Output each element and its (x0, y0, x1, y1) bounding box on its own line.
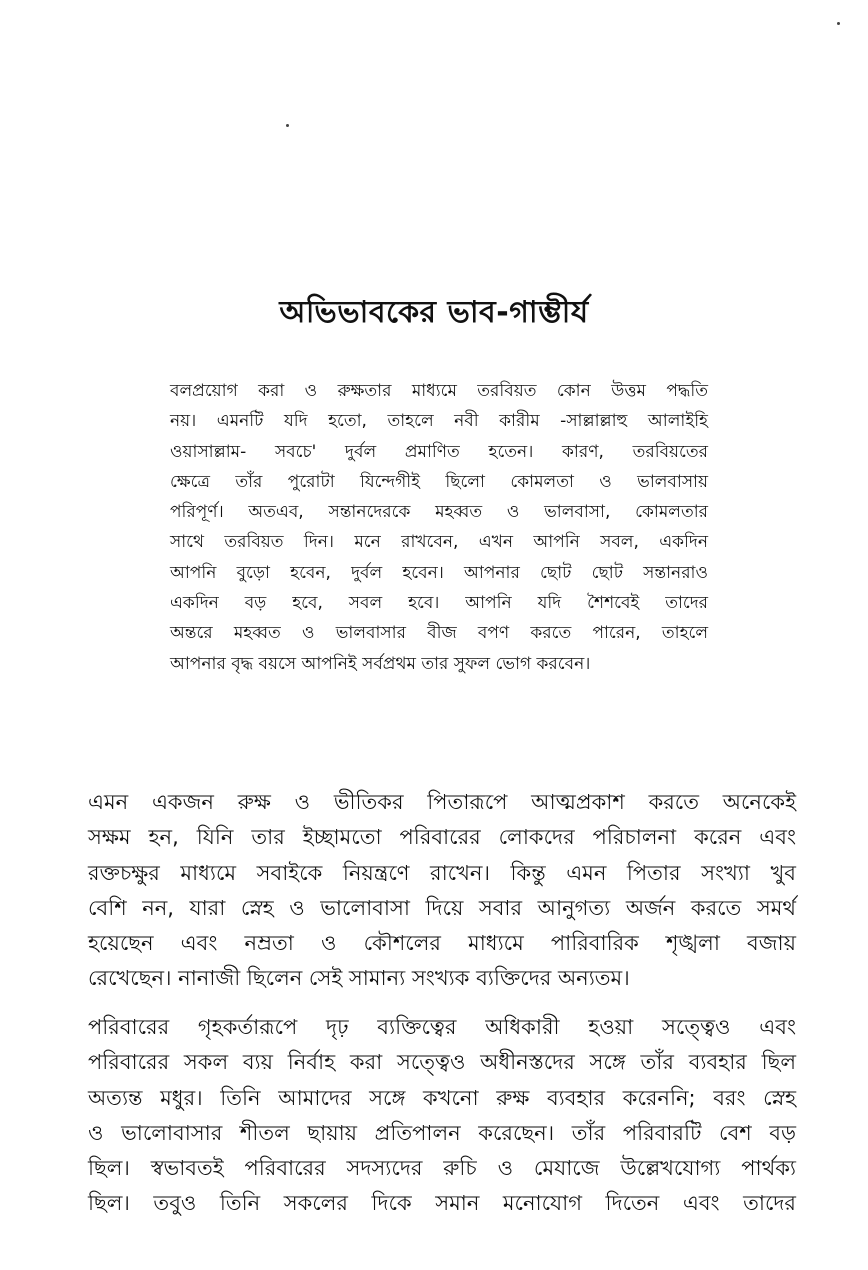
quote-line: একদিন বড় হবে, সবল হবে। আপনি যদি শৈশবেই তাদের (170, 593, 708, 614)
quote-line: ক্ষেত্রে তাঁর পুরোটা যিন্দেগীই ছিলো কোমলতা ও ভালবাসায় (170, 471, 708, 492)
quote-line: পরিপূর্ণ। অতএব, সন্তানদেরকে মহব্বত ও ভালবাসা, কোমলতার (170, 502, 708, 523)
scan-speck (286, 124, 289, 127)
body-line: সক্ষম হন, যিনি তার ইচ্ছামতো পরিবারের লোকদের পরিচালনা করেন এবং (88, 825, 796, 850)
paragraph-2 (88, 1010, 796, 1222)
body-line: রেখেছেন। নানাজী ছিলেন সেই সামান্য সংখ্যক ব্যক্তিদের অন্যতম। (88, 966, 630, 991)
quote-line: অন্তরে মহব্বত ও ভালবাসার বীজ বপণ করতে পারেন, তাহলে (170, 623, 708, 644)
quote-line: আপনার বৃদ্ধ বয়সে আপনিই সর্বপ্রথম তার সুফল ভোগ করবেন। (170, 653, 591, 674)
chapter-title: অভিভাবকের ভাব-গাম্ভীর্য (279, 295, 589, 330)
body-line: পরিবারের গৃহকর্তারূপে দৃঢ় ব্যক্তিত্বের অধিকারী হওয়া সত্ত্বেও এবং (88, 1015, 796, 1039)
body-line: রক্তচক্ষুর মাধ্যমে সবাইকে নিয়ন্ত্রণে রাখেন। কিন্তু এমন পিতার সংখ্যা খুব (88, 860, 796, 885)
body-line: হয়েছেন এবং নম্রতা ও কৌশলের মাধ্যমে পারিবারিক শৃঙ্খলা বজায় (88, 931, 796, 956)
body-line: বেশি নন, যারা স্নেহ ও ভালোবাসা দিয়ে সবার আনুগত্য অর্জন করতে সমর্থ (88, 895, 796, 920)
quote-block (170, 376, 708, 679)
quote-line: ওয়াসাল্লাম- সবচে' দুর্বল প্রমাণিত হতেন। কারণ, তরবিয়তের (170, 441, 708, 462)
body-line: এমন একজন রুক্ষ ও ভীতিকর পিতারূপে আত্মপ্রকাশ করতে অনেকেই (88, 790, 796, 814)
quote-line: আপনি বুড়ো হবেন, দুর্বল হবেন। আপনার ছোট ছোট সন্তানরাও (170, 562, 708, 583)
body-line: ছিল। স্বভাবতই পরিবারের সদস্যদের রুচি ও মেযাজে উল্লেখযোগ্য পার্থক্য (88, 1156, 796, 1181)
paragraph-1 (88, 785, 796, 997)
quote-line: সাথে তরবিয়ত দিন। মনে রাখবেন, এখন আপনি সবল, একদিন (170, 532, 708, 553)
quote-line: বলপ্রয়োগ করা ও রুক্ষতার মাধ্যমে তরবিয়ত কোন উত্তম পদ্ধতি (170, 381, 708, 401)
body-line: পরিবারের সকল ব্যয় নির্বাহ করা সত্ত্বেও অধীনস্তদের সঙ্গে তাঁর ব্যবহার ছিল (88, 1050, 796, 1075)
scan-speck (837, 22, 840, 25)
quote-line: নয়। এমনটি যদি হতো, তাহলে নবী কারীম -সাল্লাল্লাহু আলাইহি (170, 411, 708, 432)
body-line: ও ভালোবাসার শীতল ছায়ায় প্রতিপালন করেছেন। তাঁর পরিবারটি বেশ বড় (88, 1120, 796, 1145)
body-line: অত্যন্ত মধুর। তিনি আমাদের সঙ্গে কখনো রুক্ষ ব্যবহার করেননি; বরং স্নেহ (88, 1085, 796, 1110)
body-line: ছিল। তবুও তিনি সকলের দিকে সমান মনোযোগ দিতেন এবং তাদের (88, 1191, 796, 1216)
